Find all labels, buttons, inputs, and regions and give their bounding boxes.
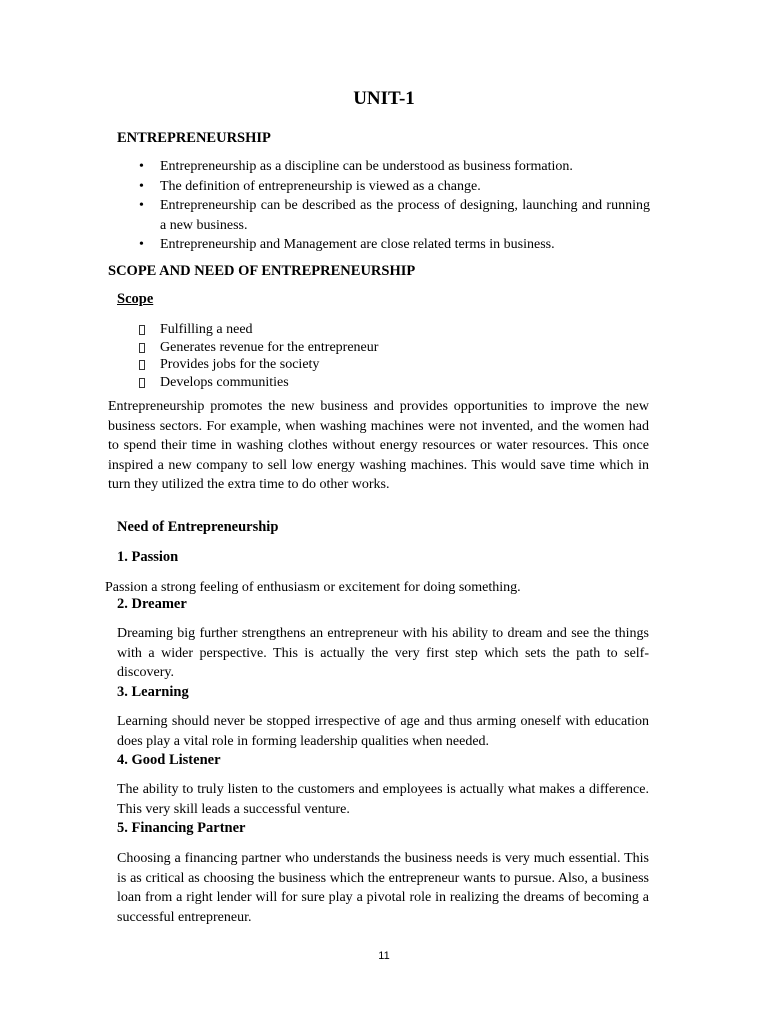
scope-heading: Scope [117,291,154,307]
page-title: UNIT-1 [353,88,415,109]
scope-list [139,321,539,391]
need-item-title: 5. Financing Partner [117,820,246,836]
scope-need-heading: SCOPE AND NEED OF ENTREPRENEURSHIP [108,263,416,279]
need-item-text: Dreaming big further strengthens an entrepreneur with his ability to dream and see the things with a wider perspective. This is actually the very first step which sets the path to self- discovery. [117,626,649,681]
need-item-text: Choosing a financing partner who understands the business needs is very much essential. This is as critical as choosing the business which the entrepreneur wants to pursue. Also, a business loan from a right lender will for sure play a pivotal role in realizing the dreams of becoming a successful entrepreneur. [117,851,649,925]
need-item-title: 4. Good Listener [117,752,221,768]
missing-glyph-box-icon [139,343,145,353]
bullet-icon: • [139,198,144,214]
need-item-title: 3. Learning [117,684,189,700]
bullet-icon: • [139,237,144,253]
entrepreneurship-bullet-list [136,157,650,255]
list-item: • Entrepreneurship can be described as the process of designing, launching and running a new business. [139,198,650,233]
page-number: 11 [378,950,390,962]
list-item: Provides jobs for the society [139,356,539,374]
list-item: • The definition of entrepreneurship is viewed as a change. [136,177,650,197]
need-item-text: Learning should never be stopped irrespective of age and thus arming oneself with education does play a vital role in forming leadership qualities when needed. [117,714,649,749]
need-item-text: Passion a strong feeling of enthusiasm or excitement for doing something. [105,580,521,595]
missing-glyph-box-icon [139,360,145,370]
entrepreneurship-heading: ENTREPRENEURSHIP [117,130,271,146]
need-item-title: 1. Passion [117,549,179,565]
list-item: Generates revenue for the entrepreneur [139,339,539,357]
missing-glyph-box-icon [139,378,145,388]
need-item-title: 2. Dreamer [117,596,187,612]
bullet-icon: • [139,159,144,174]
list-item: • Entrepreneurship as a discipline can be understood as business formation. [136,157,650,177]
need-heading: Need of Entrepreneurship [117,519,279,535]
list-item: Develops communities [139,374,539,392]
list-item: Fulfilling a need [139,321,539,339]
missing-glyph-box-icon [139,325,145,335]
bullet-icon: • [139,178,144,194]
need-item-text: The ability to truly listen to the customers and employees is actually what makes a difference. This very skill leads a successful venture. [117,782,649,817]
list-item: • Entrepreneurship and Management are close related terms in business. [136,235,650,255]
scope-paragraph: Entrepreneurship promotes the new business and provides opportunities to improve the new business sectors. For example, when washing machines were not invented, and the women had to spend their time in washing clothes without energy resources or water resources. This once inspired a new company to sell low energy washing machines. This would save time which in turn they utilized the extra time to do other works. [108,399,649,493]
